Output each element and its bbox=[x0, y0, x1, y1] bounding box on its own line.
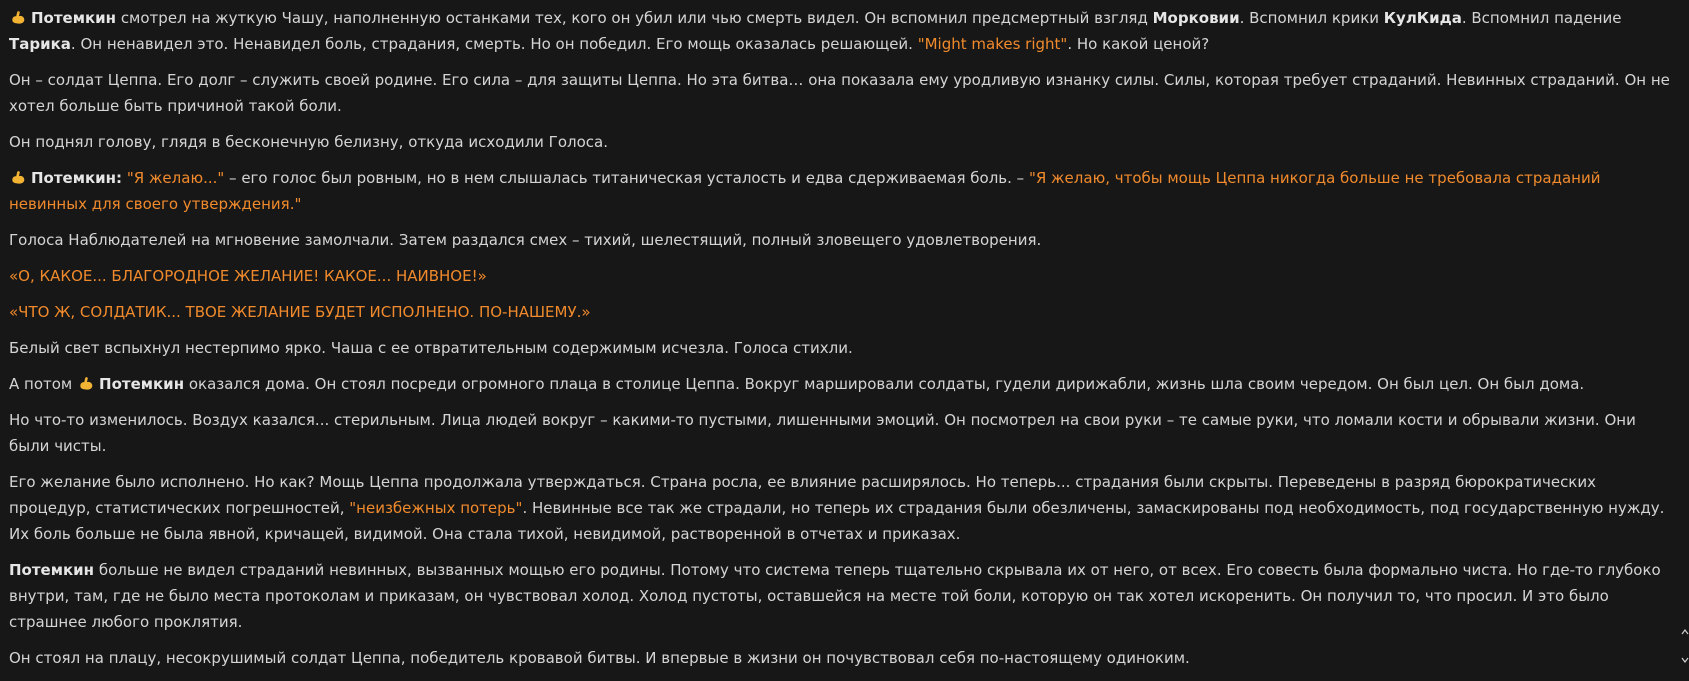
voices-quote-1: «О, КАКОЕ... БЛАГОРОДНОЕ ЖЕЛАНИЕ! КАКОЕ... НАИВНОЕ!» bbox=[9, 263, 1674, 289]
character-name: Морковии bbox=[1153, 9, 1240, 27]
flexed-biceps-icon bbox=[9, 168, 27, 186]
highlighted-quote: "Я желаю, чтобы мощь Цеппа никогда больше не требовала страданий невинных для своего утверждения." bbox=[9, 169, 1601, 213]
character-name: Тарика bbox=[9, 35, 71, 53]
voices-quote-2: «ЧТО Ж, СОЛДАТИК... ТВОЕ ЖЕЛАНИЕ БУДЕТ ИСПОЛНЕНО. ПО-НАШЕМУ.» bbox=[9, 299, 1674, 325]
paragraph-2: Он – солдат Цеппа. Его долг – служить своей родине. Его сила – для защиты Цеппа. Но эта битва… она показала ему уродливую изнанку силы. Силы, которая требует страданий. Невинных страданий. Он не хотел больше быть причиной такой боли. bbox=[9, 67, 1674, 119]
character-name: Потемкин bbox=[99, 375, 184, 393]
flexed-biceps-icon bbox=[77, 374, 95, 392]
paragraph-10: Но что-то изменилось. Воздух казался... стерильным. Лица людей вокруг – какими-то пустыми, лишенными эмоций. Он посмотрел на свои руки – те самые руки, что ломали кости и обрывали жизни. Они были чисты. bbox=[9, 407, 1674, 459]
highlighted-quote: "Я желаю..." bbox=[127, 169, 224, 187]
flexed-biceps-icon bbox=[9, 8, 27, 26]
character-name: Потемкин bbox=[31, 9, 116, 27]
paragraph-8: Белый свет вспыхнул нестерпимо ярко. Чаша с ее отвратительным содержимым исчезла. Голоса стихли. bbox=[9, 335, 1674, 361]
character-name: Потемкин bbox=[9, 561, 94, 579]
scroll-indicator-icon[interactable] bbox=[1681, 626, 1689, 666]
highlighted-quote: "Might makes right" bbox=[918, 35, 1068, 53]
paragraph-11: Его желание было исполнено. Но как? Мощь Цеппа продолжала утверждаться. Страна росла, ее влияние расширялось. Но теперь... страдания были скрыты. Переведены в разряд бюрократических процедур, статистических погрешностей, "неизбежных потерь". Невинные все так же страдали, но теперь их страдания были обезличены, замаскированы под необходимость, под государственную нужду. Их боль больше не была явной, кричащей, видимой. Она стала тихой, невидимой, растворенной в отчетах и приказах. bbox=[9, 469, 1674, 547]
paragraph-13: Он стоял на плацу, несокрушимый солдат Цеппа, победитель кровавой битвы. И впервые в жизни он почувствовал себя по-настоящему одиноким. bbox=[9, 645, 1674, 671]
paragraph-3: Он поднял голову, глядя в бесконечную белизну, откуда исходили Голоса. bbox=[9, 129, 1674, 155]
paragraph-12: Потемкин больше не видел страданий невинных, вызванных мощью его родины. Потому что система теперь тщательно скрывала их от него, от всех. Его совесть была формально чиста. Но где-то глубоко внутри, там, где не было места протоколам и приказам, он чувствовал холод. Холод пустоты, оставшейся на месте той боли, которую он так хотел искоренить. Он получил то, что просил. И это было страшнее любого проклятия. bbox=[9, 557, 1674, 635]
paragraph-9: А потом Потемкин оказался дома. Он стоял посреди огромного плаца в столице Цеппа. Вокруг маршировали солдаты, гудели дирижабли, жизнь шла своим чередом. Он был цел. Он был дома. bbox=[9, 371, 1674, 397]
paragraph-4: Потемкин: "Я желаю..." – его голос был ровным, но в нем слышалась титаническая усталость и едва сдерживаемая боль. – "Я желаю, чтобы мощь Цеппа никогда больше не требовала страданий невинных для своего утверждения." bbox=[9, 165, 1674, 217]
chat-message bbox=[9, 5, 1674, 681]
paragraph-5: Голоса Наблюдателей на мгновение замолчали. Затем раздался смех – тихий, шелестящий, полный зловещего удовлетворения. bbox=[9, 227, 1674, 253]
speaker-name: Потемкин: bbox=[31, 169, 122, 187]
character-name: КулКида bbox=[1384, 9, 1462, 27]
paragraph-1: Потемкин смотрел на жуткую Чашу, наполненную останками тех, кого он убил или чью смерть видел. Он вспомнил предсмертный взгляд Морковии. Вспомнил крики КулКида. Вспомнил падение Тарика. Он ненавидел это. Ненавидел боль, страдания, смерть. Но он победил. Его мощь оказалась решающей. "Might makes right". Но какой ценой? bbox=[9, 5, 1674, 57]
highlighted-quote: "неизбежных потерь" bbox=[349, 499, 522, 517]
